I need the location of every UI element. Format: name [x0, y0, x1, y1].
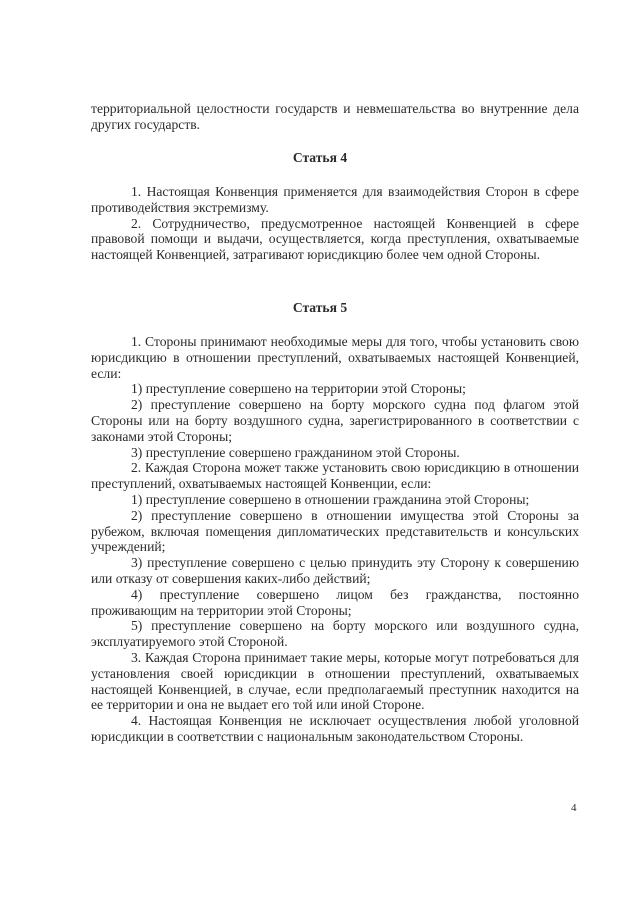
article-5-paragraph: 1) преступление совершено в отношении гражданина этой Стороны;: [131, 491, 530, 507]
article-5-paragraph: 4) преступление совершено лицом без гражданства, постоянно проживающим на территории этой Стороны;: [91, 586, 579, 618]
article-5-paragraph: 2. Каждая Сторона может также установить свою юрисдикцию в отношении преступлений, охватываемых настоящей Конвенции, если:: [91, 460, 579, 492]
article-5-paragraph: 3) преступление совершено гражданином этой Стороны.: [131, 444, 460, 460]
article-5-paragraph: 4. Настоящая Конвенция не исключает осуществления любой уголовной юрисдикции в соответствии с национальным законодательством Стороны.: [91, 713, 579, 744]
article-5-paragraph: 1. Стороны принимают необходимые меры для того, чтобы установить свою юрисдикцию в отношении преступлений, охватываемых настоящей Конвенцией, если:: [91, 334, 579, 381]
article-4-body: [91, 184, 579, 263]
article-5-heading: Статья 5: [292, 300, 348, 315]
article-4-paragraph: 2. Сотрудничество, предусмотренное настоящей Конвенцией в сфере правовой помощи и выдачи, осуществляется, когда преступления, охватываемые настоящей Конвенцией, затрагивают юрисдикцию более чем одной Стороны.: [91, 215, 579, 263]
article-5-paragraph: 2) преступление совершено на борту морского судна под флагом этой Стороны или на борту воздушного судна, зарегистрированного в соответствии с законами этой Стороны;: [91, 397, 579, 444]
article-5-paragraph: 5) преступление совершено на борту морского или воздушного судна, эксплуатируемого этой Стороной.: [91, 618, 579, 650]
intro-paragraph: территориальной целостности государств и невмешательства во внутренние дела других государств.: [91, 101, 579, 132]
article-5-paragraph: 3. Каждая Сторона принимает такие меры, которые могут потребоваться для установления своей юрисдикции в отношении преступлений, охватываемых настоящей Конвенцией, в случае, если предполагаемый преступник находится на ее территории и она не выдает его той или иной Стороне.: [91, 649, 579, 713]
page-number: 4: [571, 802, 577, 814]
article-5-paragraph: 3) преступление совершено с целью принудить эту Сторону к совершению или отказу от совершения каких-либо действий;: [91, 555, 579, 586]
article-5-paragraph: 1) преступление совершено на территории этой Стороны;: [131, 381, 466, 397]
intro-block: [91, 101, 579, 133]
article-4-paragraph: 1. Настоящая Конвенция применяется для взаимодействия Сторон в сфере противодействия экстремизму.: [91, 184, 579, 215]
article-4-heading: Статья 4: [292, 150, 348, 165]
article-5-body: [91, 334, 579, 745]
article-5-paragraph: 2) преступление совершено в отношении имущества этой Стороны за рубежом, включая помещения дипломатических представительств и консульских учреждений;: [91, 507, 579, 555]
